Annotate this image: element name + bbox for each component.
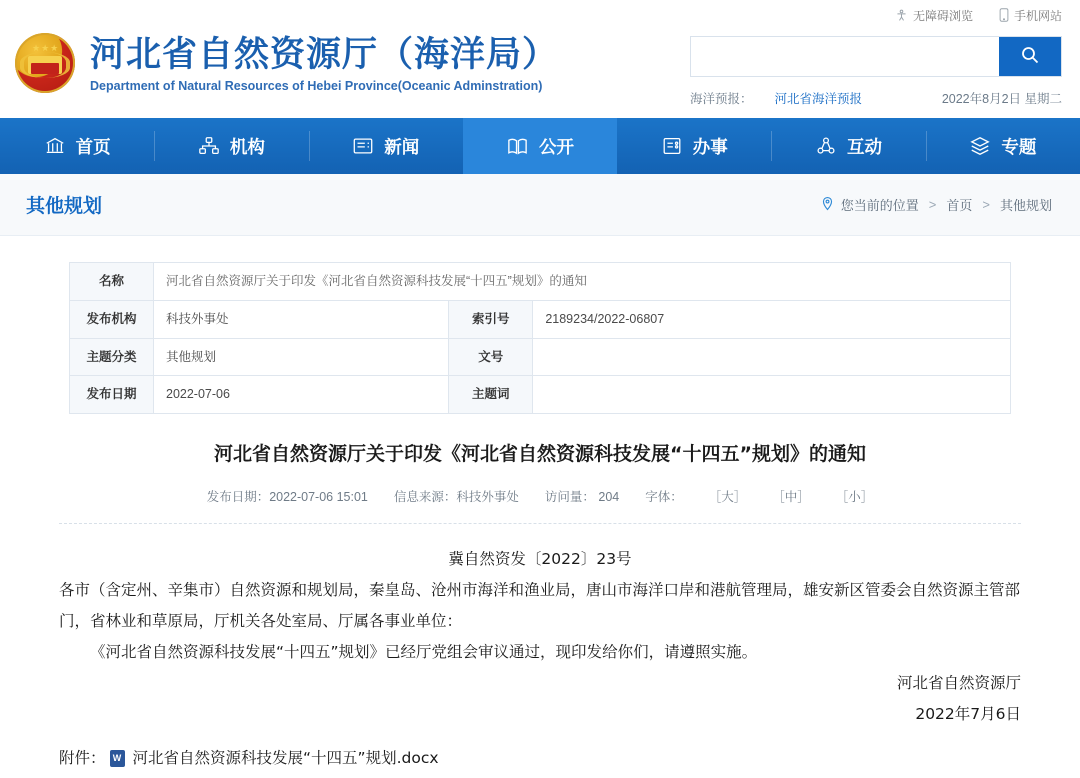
mobile-site-label: 手机网站 xyxy=(1013,8,1062,23)
breadcrumb-separator: > xyxy=(928,197,937,212)
meta-key-category: 主题分类 xyxy=(70,338,154,376)
layers-icon xyxy=(969,135,991,157)
clipboard-icon xyxy=(661,135,683,157)
article-content xyxy=(0,236,1080,768)
article-meta-line xyxy=(90,487,990,505)
sitemap-icon xyxy=(198,135,220,157)
meta-key-index: 索引号 xyxy=(449,300,533,338)
meta-key-keywords: 主题词 xyxy=(449,376,533,414)
fontsize-small-button[interactable]: ［小］ xyxy=(835,489,874,504)
meta-value-keywords xyxy=(533,376,1011,414)
attachment-label: 附件： xyxy=(59,748,106,767)
article-body xyxy=(59,544,1021,730)
meta-key-publishdate: 发布日期 xyxy=(70,376,154,414)
search-input[interactable] xyxy=(691,37,999,76)
accessibility-icon xyxy=(895,9,908,22)
location-pin-icon xyxy=(820,196,835,214)
article-paragraph-2: 《河北省自然资源科技发展“十四五”规划》已经厅党组会审议通过，现印发给你们，请遵照实施。 xyxy=(90,642,758,661)
search-button[interactable] xyxy=(999,37,1061,76)
nav-item-services[interactable] xyxy=(617,118,771,174)
mobile-phone-icon xyxy=(999,8,1009,22)
breadcrumb-item-current[interactable]: 其他规划 xyxy=(999,198,1052,213)
current-date: 2022年8月2日 星期二 xyxy=(941,92,1062,106)
meta-key-name: 名称 xyxy=(70,263,154,301)
meta-value-category: 其他规划 xyxy=(154,338,449,376)
page-title: 其他规划 xyxy=(26,196,103,217)
nav-label: 机构 xyxy=(229,136,265,157)
meta-value-publishdate: 2022-07-06 xyxy=(154,376,449,414)
breadcrumb-separator-2: > xyxy=(982,197,990,212)
fontsize-large-button[interactable]: ［大］ xyxy=(708,489,747,504)
nav-label: 专题 xyxy=(1001,136,1037,157)
breadcrumb xyxy=(820,195,1052,214)
nav-label: 首页 xyxy=(75,136,111,157)
top-utility-bar xyxy=(0,0,1080,30)
meta-value-name: 河北省自然资源厅关于印发《河北省自然资源科技发展“十四五”规划》的通知 xyxy=(154,263,1011,301)
document-number: 冀自然资发〔2022〕23号 xyxy=(448,549,632,568)
meta-value-index: 2189234/2022-06807 xyxy=(533,300,1011,338)
search-icon xyxy=(1020,45,1040,68)
nav-label: 互动 xyxy=(847,136,883,157)
breadcrumb-prefix: 您当前的位置 xyxy=(840,198,919,213)
bank-icon xyxy=(44,135,66,157)
forecast-label: 海洋预报： xyxy=(690,92,753,106)
fontsize-medium-button[interactable]: ［中］ xyxy=(772,489,810,504)
nav-label: 新闻 xyxy=(384,136,420,157)
document-metadata-table xyxy=(69,262,1011,414)
word-file-icon: W xyxy=(110,750,125,767)
national-emblem-icon: ★★★ xyxy=(14,32,76,94)
forecast-link[interactable]: 河北省海洋预报 xyxy=(774,92,863,106)
meta-value-docnumber xyxy=(533,338,1011,376)
attachment-file-link[interactable]: 河北省自然资源科技发展“十四五”规划.docx xyxy=(132,748,439,767)
site-header xyxy=(0,30,1080,118)
forecast-row xyxy=(690,89,1062,107)
breadcrumb-band xyxy=(0,174,1080,236)
table-row xyxy=(70,376,1011,414)
mobile-site-link[interactable] xyxy=(999,7,1062,24)
nav-item-interaction[interactable] xyxy=(771,118,925,174)
article-paragraph-1: 各市（含定州、辛集市）自然资源和规划局，秦皇岛、沧州市海洋和渔业局，唐山市海洋口岸和港航管理局，雄安新区管委会自然资源主管部门，省林业和草原局，厅机关各处室局、厅属各事业单位： xyxy=(59,580,1021,630)
site-title-en: Department of Natural Resources of Hebei Province(Oceanic Adminstration) xyxy=(90,79,543,94)
nav-item-home[interactable] xyxy=(0,118,154,174)
table-row xyxy=(70,263,1011,301)
article-signature: 河北省自然资源厅 xyxy=(896,673,1021,692)
table-row xyxy=(70,338,1011,376)
book-icon xyxy=(506,135,529,158)
section-divider xyxy=(59,523,1021,524)
article-source: 信息来源：科技外事处 xyxy=(393,489,519,504)
nav-item-news[interactable] xyxy=(309,118,463,174)
accessibility-label: 无障碍浏览 xyxy=(912,8,973,23)
article-sign-date: 2022年7月6日 xyxy=(915,704,1021,723)
header-search-area xyxy=(690,30,1062,107)
nav-item-topics[interactable] xyxy=(926,118,1080,174)
meta-key-docnumber: 文号 xyxy=(449,338,533,376)
nav-label: 公开 xyxy=(538,136,574,157)
meta-key-issuer: 发布机构 xyxy=(70,300,154,338)
search-box[interactable] xyxy=(690,36,1062,77)
breadcrumb-item-home[interactable]: 首页 xyxy=(946,198,973,213)
accessibility-link[interactable] xyxy=(895,7,973,24)
nav-item-organization[interactable] xyxy=(154,118,308,174)
share-icon xyxy=(815,135,837,157)
article-title: 河北省自然资源厅关于印发《河北省自然资源科技发展“十四五”规划》的通知 xyxy=(214,443,866,465)
nav-label: 办事 xyxy=(692,136,728,157)
news-icon xyxy=(352,135,374,157)
article-publish-date: 发布日期：2022-07-06 15:01 xyxy=(206,489,368,504)
nav-item-open-government[interactable] xyxy=(463,118,617,174)
meta-value-issuer: 科技外事处 xyxy=(154,300,449,338)
main-navigation xyxy=(0,118,1080,174)
table-row xyxy=(70,300,1011,338)
site-brand[interactable] xyxy=(14,30,558,94)
fontsize-label: 字体： xyxy=(645,489,683,504)
article-views: 访问量： 204 xyxy=(544,489,620,504)
attachment-row xyxy=(59,746,1021,768)
site-title-cn: 河北省自然资源厅（海洋局） xyxy=(90,34,559,75)
